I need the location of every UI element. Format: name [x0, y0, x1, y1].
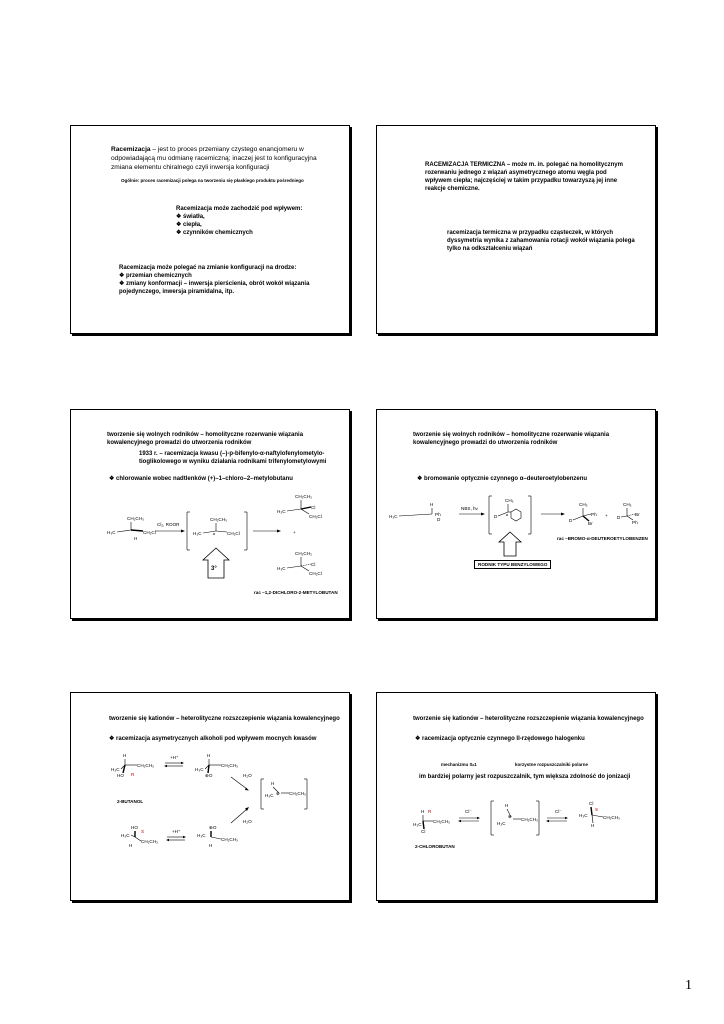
- slide1-influence-item: ❖ światła,: [176, 214, 205, 220]
- ch3-label: CH₃: [505, 498, 514, 503]
- h-label: H: [209, 843, 213, 848]
- d-label: D: [437, 517, 441, 522]
- h3c-label: H₃C: [389, 514, 398, 519]
- slide2-line: reakcje chemiczne.: [425, 186, 480, 192]
- ch2ch3-label: CH₂CH₃: [433, 819, 450, 824]
- ho-label: HO: [131, 825, 138, 830]
- ho-label: HO: [117, 773, 124, 778]
- config-s: S: [141, 829, 145, 834]
- ch2cl-label: CH₂Cl: [143, 530, 156, 535]
- h3c-label: H₃C: [121, 833, 130, 838]
- h-label: H: [505, 803, 509, 808]
- reagent-label: Cl₂, ROOR: [157, 522, 180, 527]
- product-name: rac –1,2-DICHLORO-2-METYLOBUTAN: [254, 590, 338, 595]
- slide1-way-item: pojedynczego, inwersja piramidalna, itp.: [119, 289, 235, 295]
- config-r: R: [131, 772, 135, 777]
- cl-label: Cl: [311, 562, 316, 567]
- slide3-bullet: ❖ chlorowanie wobec nadtlenków (+)–1–chloro–2–metylobutanu: [109, 476, 293, 482]
- h3c-label: H₃C: [579, 813, 588, 818]
- slide5-reaction-scheme: [71, 693, 349, 900]
- slide1-general: Ogólnie: proces racemizacji polega na tworzeniu się płaskiego produktu pośredniego: [121, 178, 304, 183]
- slide6-reaction-scheme: [377, 693, 655, 900]
- ch2ch3-label: CH₂CH₃: [127, 516, 144, 521]
- polarity-rule: im bardziej polarny jest rozpuszczalnik, tym większa zdolność do jonizacji: [419, 774, 631, 780]
- slide3-heading: kowalencyjnego prowadzi do utworzenia rodników: [107, 440, 252, 446]
- h3c-label: H₃C: [277, 566, 286, 571]
- slide1-title-line3: zmiana elementu chiralnego czyli inwersja konfiguracji: [111, 164, 270, 171]
- ch2ch3-label: CH₂CH₃: [289, 791, 306, 796]
- config-r: R: [428, 809, 432, 814]
- slide2-line: RACEMIZACJA TERMICZNA – może m. in. polegać na homolitycznym: [425, 162, 623, 168]
- alcohol-name: 2-BUTANOL: [117, 799, 144, 804]
- sn1-label: mechanizmu Sₙ1: [441, 762, 477, 767]
- hplus-label: +H⁺: [170, 755, 179, 760]
- br-label: Br: [588, 521, 593, 526]
- d-label: D: [569, 518, 573, 523]
- ch2cl-label: CH₂Cl: [227, 531, 240, 536]
- slide5-bullet: ❖ racemizacja asymetrycznych alkoholi pod wpływem mocnych kwasów: [109, 736, 317, 742]
- page-number: 1: [685, 978, 692, 993]
- slide2-line: wpływem ciepła; najczęściej w takim przypadku towarzyszą jej inne: [425, 178, 618, 184]
- ch2ch3-label: CH₂CH₃: [295, 551, 312, 556]
- slide3-reaction-scheme: [71, 410, 349, 618]
- water-label: H₂O: [243, 819, 252, 824]
- slide2-line: rozerwaniu jednego z wiązań asymetrycznego atomu węgla pod: [425, 170, 607, 176]
- chloride-label: Cl⁻: [555, 809, 562, 814]
- slide-racemizacja-termiczna: [376, 125, 656, 334]
- slide5-heading: tworzenie się kationów – heterolityczne rozszczepienie wiązania kowalencyjnego: [109, 716, 340, 722]
- h3c-label: H₃C: [195, 767, 204, 772]
- ch2ch3-label: CH₂CH₃: [221, 837, 238, 842]
- h3c-label: H₃C: [111, 767, 120, 772]
- slide6-heading: tworzenie się kationów – heterolityczne rozszczepienie wiązania kowalencyjnego: [413, 716, 644, 722]
- ch2ch3-label: CH₂CH₃: [221, 763, 238, 768]
- oxonium-label: ⊕O: [209, 825, 217, 830]
- slide3-heading: tworzenie się wolnych rodników – homolityczne rozerwanie wiązania: [107, 432, 304, 438]
- slide2-note: dyssymetria wynika z zahamowania rotacji wokół wiązania polega: [447, 238, 635, 244]
- slide-kationy-alkohole: [70, 692, 350, 901]
- ph-label: Ph: [591, 512, 597, 517]
- slide6-bullet: ❖ racemizacja optycznie czynnego II-rzędowego halogenku: [415, 736, 585, 742]
- ph-label: Ph: [632, 520, 638, 525]
- oxonium-label: ⊕O: [205, 773, 213, 778]
- slide-kationy-halogenki: [376, 692, 656, 901]
- h-label: H: [207, 753, 211, 758]
- hplus-label: +H⁺: [172, 829, 181, 834]
- slide4-heading: kowalencyjnego prowadzi do utworzenia rodników: [413, 440, 558, 446]
- h3c-label: H₃C: [107, 530, 116, 535]
- h-label: H: [129, 843, 133, 848]
- chloride-label: Cl⁻: [465, 809, 472, 814]
- ch2ch3-label: CH₂CH₃: [210, 517, 227, 522]
- h3c-label: H₃C: [277, 509, 286, 514]
- halide-name: 2-CHLOROBUTAN: [415, 844, 455, 849]
- h-label: H: [123, 753, 127, 758]
- slide3-year-note: tioglikolowego w wyniku działania rodnikami trifenylometylowymi: [139, 459, 327, 465]
- h-label: H: [430, 502, 434, 507]
- ch2cl-label: CH₂Cl: [309, 571, 322, 576]
- slide2-note: racemizacja termiczna w przypadku cząsteczek, w których: [447, 230, 614, 236]
- product-name: rac –BROMO-α-DEUTEROETYLOBENZEN: [557, 536, 648, 541]
- polar-solvents-label: korzystne rozpuszczalniki polarne: [515, 762, 589, 767]
- slide-wolne-rodniki-chlorowanie: [70, 409, 350, 619]
- slide4-reaction-scheme: [377, 410, 655, 618]
- carbocation-label: ⊕: [276, 791, 280, 796]
- ch3-label: CH₃: [623, 502, 632, 507]
- cl-label: Cl: [421, 829, 426, 834]
- slide1-ways-heading: Racemizacja może polegać na zmianie konfiguracji na drodze:: [119, 265, 297, 271]
- h-label: H: [134, 536, 138, 541]
- slide1-title: Racemizacja – jest to proces przemiany czystego enancjomeru w: [111, 146, 304, 153]
- d-label: D: [494, 514, 498, 519]
- slide1-way-item: ❖ zmiany konformacji – inwersja pierścienia, obrót wokół wiązania: [119, 281, 310, 287]
- ch2ch3-label: CH₂CH₃: [603, 815, 620, 820]
- slide1-influence-item: ❖ czynników chemicznych: [176, 230, 253, 236]
- water-label: H₂O: [243, 773, 252, 778]
- slide1-influence-item: ❖ ciepła,: [176, 222, 202, 228]
- ch2ch3-label: CH₂CH₃: [141, 839, 158, 844]
- br-label: Br: [635, 512, 640, 517]
- plus-sign: +: [605, 513, 608, 518]
- slide-wolne-rodniki-bromowanie: [376, 409, 656, 619]
- slide4-bullet: ❖ bromowanie optycznie czynnego α–deuteroetylobenzenu: [417, 476, 588, 482]
- slide1-title-line2: odpowiadającą mu odmianę racemiczną; inaczej jest to konfiguracyjna: [111, 155, 317, 162]
- slide3-year-note: 1933 r. – racemizacja kwasu (–)-p-bifenylo-α-naftylofenylometylo-: [139, 451, 325, 457]
- carbocation-label: ⊕: [508, 814, 512, 819]
- h-label: H: [591, 823, 595, 828]
- slide2-note: tylko na odkształceniu wiązań: [447, 246, 533, 252]
- cl-label: Cl: [311, 505, 316, 510]
- h3c-label: H₃C: [193, 531, 202, 536]
- h3c-label: H₃C: [497, 821, 506, 826]
- slide1-influences-heading: Racemizacja może zachodzić pod wpływem:: [176, 206, 303, 212]
- plus-sign: +: [293, 530, 296, 535]
- h-label: H: [421, 809, 425, 814]
- h3c-label: H₃C: [197, 833, 206, 838]
- ch2ch3-label: CH₂CH₃: [137, 763, 154, 768]
- ch3-label: CH₃: [579, 502, 588, 507]
- h3c-label: H₃C: [265, 793, 274, 798]
- ph-label: Ph: [435, 512, 441, 517]
- benzyl-radical-box: RODNIK TYPU BENZYLOWEGO: [474, 560, 551, 569]
- slide4-heading: tworzenie się wolnych rodników – homolityczne rozerwanie wiązania: [413, 432, 610, 438]
- d-label: D: [617, 515, 621, 520]
- slide-racemizacja: [70, 125, 350, 334]
- ch2ch3-label: CH₂CH₃: [521, 817, 538, 822]
- slide1-way-item: ❖ przemian chemicznych: [119, 273, 192, 279]
- config-s: S: [595, 807, 599, 812]
- ch2ch3-label: CH₂CH₃: [295, 494, 312, 499]
- h3c-label: H₃C: [413, 822, 422, 827]
- tertiary-label: 3°: [211, 566, 217, 572]
- ch2cl-label: CH₂Cl: [309, 514, 322, 519]
- cl-label: Cl: [589, 801, 594, 806]
- reagent-label: NBS, hν: [461, 506, 478, 511]
- h-label: H: [271, 781, 275, 786]
